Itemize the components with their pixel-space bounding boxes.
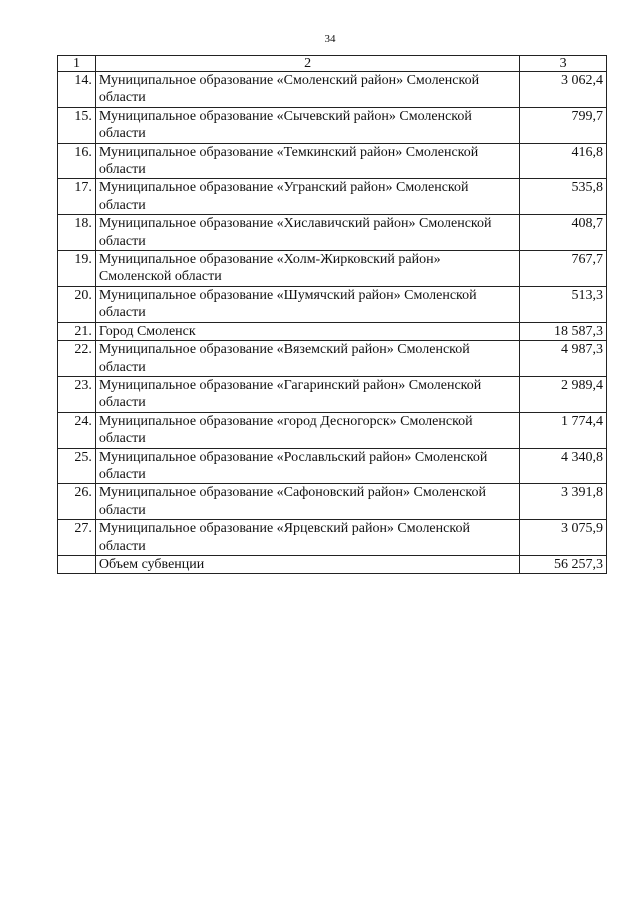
row-name: Муниципальное образование «Темкинский район» Смоленской области: [95, 143, 519, 179]
table-row: [58, 412, 607, 448]
row-name: Муниципальное образование «Холм-Жирковский район» Смоленской области: [95, 251, 519, 287]
table-row: [58, 448, 607, 484]
table-row: [58, 322, 607, 340]
row-number: 18.: [58, 215, 96, 251]
row-number: 15.: [58, 107, 96, 143]
row-number: 14.: [58, 72, 96, 108]
header-col-1: 1: [58, 56, 96, 72]
subsidy-table-body: [58, 56, 607, 574]
row-name: Муниципальное образование «Вяземский район» Смоленской области: [95, 341, 519, 377]
table-row: [58, 72, 607, 108]
row-number: 27.: [58, 520, 96, 556]
row-name: Муниципальное образование «Смоленский район» Смоленской области: [95, 72, 519, 108]
row-name: Муниципальное образование «Хиславичский район» Смоленской области: [95, 215, 519, 251]
row-value: 535,8: [520, 179, 607, 215]
table-row: [58, 520, 607, 556]
row-value: 56 257,3: [520, 555, 607, 573]
row-name: Город Смоленск: [95, 322, 519, 340]
header-col-3: 3: [520, 56, 607, 72]
row-number: 19.: [58, 251, 96, 287]
table-row: [58, 251, 607, 287]
row-value: 4 987,3: [520, 341, 607, 377]
table-row: [58, 215, 607, 251]
row-name: Объем субвенции: [95, 555, 519, 573]
row-name: Муниципальное образование «Гагаринский район» Смоленской области: [95, 376, 519, 412]
row-value: 1 774,4: [520, 412, 607, 448]
row-value: 3 075,9: [520, 520, 607, 556]
row-number: 21.: [58, 322, 96, 340]
row-value: 416,8: [520, 143, 607, 179]
table-header-row: [58, 56, 607, 72]
row-number: 23.: [58, 376, 96, 412]
row-number: 16.: [58, 143, 96, 179]
row-name: Муниципальное образование «город Десногорск» Смоленской области: [95, 412, 519, 448]
row-number: 17.: [58, 179, 96, 215]
row-number: [58, 555, 96, 573]
table-row: [58, 143, 607, 179]
row-number: 26.: [58, 484, 96, 520]
row-name: Муниципальное образование «Ярцевский район» Смоленской области: [95, 520, 519, 556]
row-number: 20.: [58, 286, 96, 322]
row-value: 4 340,8: [520, 448, 607, 484]
row-value: 799,7: [520, 107, 607, 143]
table-row: [58, 107, 607, 143]
header-col-2: 2: [95, 56, 519, 72]
table-row: [58, 341, 607, 377]
row-value: 408,7: [520, 215, 607, 251]
row-value: 3 391,8: [520, 484, 607, 520]
row-number: 22.: [58, 341, 96, 377]
table-row: [58, 179, 607, 215]
table-row: [58, 376, 607, 412]
row-name: Муниципальное образование «Сычевский район» Смоленской области: [95, 107, 519, 143]
table-row: [58, 286, 607, 322]
row-value: 2 989,4: [520, 376, 607, 412]
row-number: 24.: [58, 412, 96, 448]
row-name: Муниципальное образование «Шумячский район» Смоленской области: [95, 286, 519, 322]
row-value: 3 062,4: [520, 72, 607, 108]
row-name: Муниципальное образование «Рославльский район» Смоленской области: [95, 448, 519, 484]
row-name: Муниципальное образование «Сафоновский район» Смоленской области: [95, 484, 519, 520]
row-number: 25.: [58, 448, 96, 484]
row-value: 18 587,3: [520, 322, 607, 340]
page-number: 34: [324, 33, 336, 45]
total-row: [58, 555, 607, 573]
row-name: Муниципальное образование «Угранский район» Смоленской области: [95, 179, 519, 215]
row-value: 767,7: [520, 251, 607, 287]
table-row: [58, 484, 607, 520]
row-value: 513,3: [520, 286, 607, 322]
subsidy-table: [57, 55, 607, 574]
